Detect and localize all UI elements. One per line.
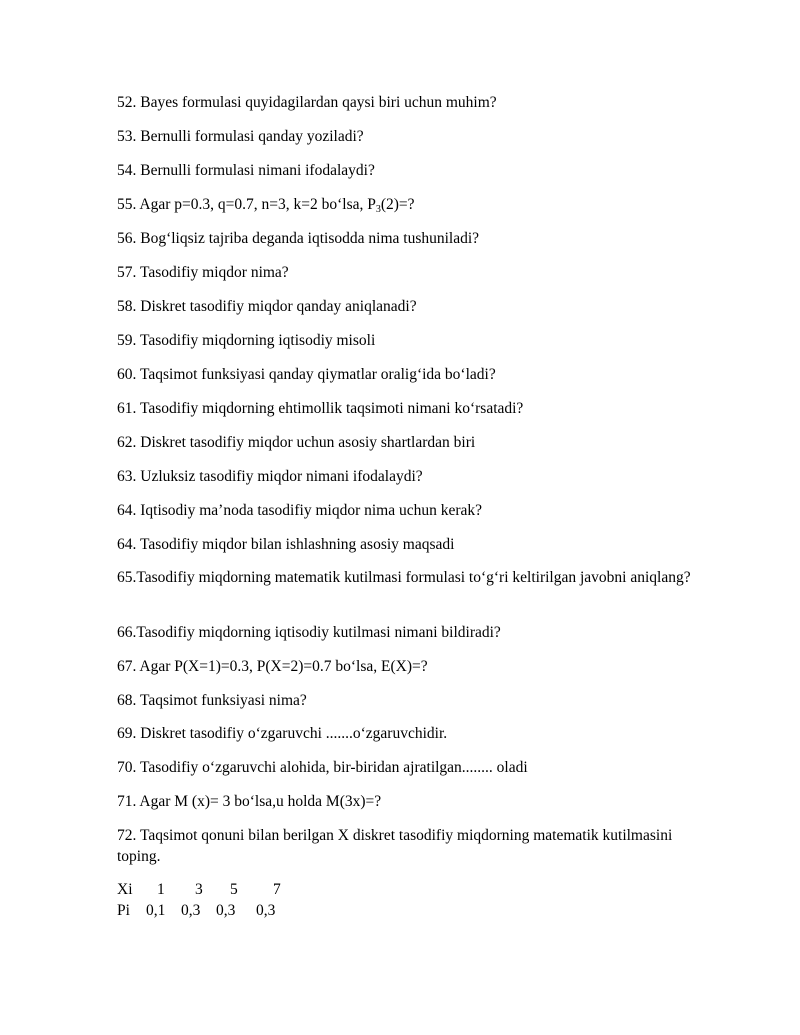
question-64b: 64. Tasodifiy miqdor bilan ishlashning asosiy maqsadi [117,536,455,553]
distribution-p-value: 0,3 [216,902,236,919]
distribution-p-label: Pi [117,902,130,919]
distribution-p-value: 0,3 [256,902,276,919]
question-60: 60. Taqsimot funksiyasi qanday qiymatlar oralig‘ida bo‘ladi? [117,366,496,383]
question-57: 57. Tasodifiy miqdor nima? [117,264,289,281]
question-69: 69. Diskret tasodifiy o‘zgaruvchi .......o‘zgaruvchidir. [117,725,448,742]
distribution-x-value: 5 [230,881,238,898]
distribution-p-value: 0,1 [146,902,166,919]
distribution-x-label: Xi [117,881,133,898]
question-55 [117,194,697,215]
question-55-text-end: (2)=? [380,196,415,213]
distribution-x-row [117,879,317,900]
question-68: 68. Taqsimot funksiyasi nima? [117,692,307,709]
distribution-p-row [117,900,317,921]
question-66: 66.Tasodifiy miqdorning iqtisodiy kutilmasi nimani bildiradi? [117,624,501,641]
question-71: 71. Agar M (x)= 3 bo‘lsa,u holda M(3x)=? [117,793,382,810]
question-72: 72. Taqsimot qonuni bilan berilgan X diskret tasodifiy miqdorning matematik kutilmasini toping. [117,827,673,865]
question-52: 52. Bayes formulasi quyidagilardan qaysi biri uchun muhim? [117,94,497,111]
question-62: 62. Diskret tasodifiy miqdor uchun asosiy shartlardan biri [117,434,476,451]
question-65: 65.Tasodifiy miqdorning matematik kutilmasi formulasi to‘g‘ri keltirilgan javobni aniqlang? [117,569,691,586]
distribution-x-value: 3 [195,881,203,898]
question-70: 70. Tasodifiy o‘zgaruvchi alohida, bir-biridan ajratilgan........ oladi [117,759,528,776]
question-55-text: 55. Agar p=0.3, q=0.7, n=3, k=2 bo‘lsa, P [117,196,376,213]
question-61: 61. Tasodifiy miqdorning ehtimollik taqsimoti nimani ko‘rsatadi? [117,400,524,417]
distribution-p-value: 0,3 [181,902,201,919]
distribution-x-value: 7 [273,881,281,898]
question-59: 59. Tasodifiy miqdorning iqtisodiy misoli [117,332,376,349]
question-55-subscript: 3 [375,204,381,215]
question-64a: 64. Iqtisodiy ma’noda tasodifiy miqdor nima uchun kerak? [117,502,483,519]
question-67: 67. Agar P(X=1)=0.3, P(X=2)=0.7 bo‘lsa, E(X)=? [117,658,428,675]
question-53: 53. Bernulli formulasi qanday yoziladi? [117,128,364,145]
question-56: 56. Bog‘liqsiz tajriba deganda iqtisodda nima tushuniladi? [117,230,480,247]
distribution-x-value: 1 [157,881,165,898]
question-58: 58. Diskret tasodifiy miqdor qanday aniqlanadi? [117,298,417,315]
question-63: 63. Uzluksiz tasodifiy miqdor nimani ifodalaydi? [117,468,423,485]
question-54: 54. Bernulli formulasi nimani ifodalaydi? [117,162,375,179]
